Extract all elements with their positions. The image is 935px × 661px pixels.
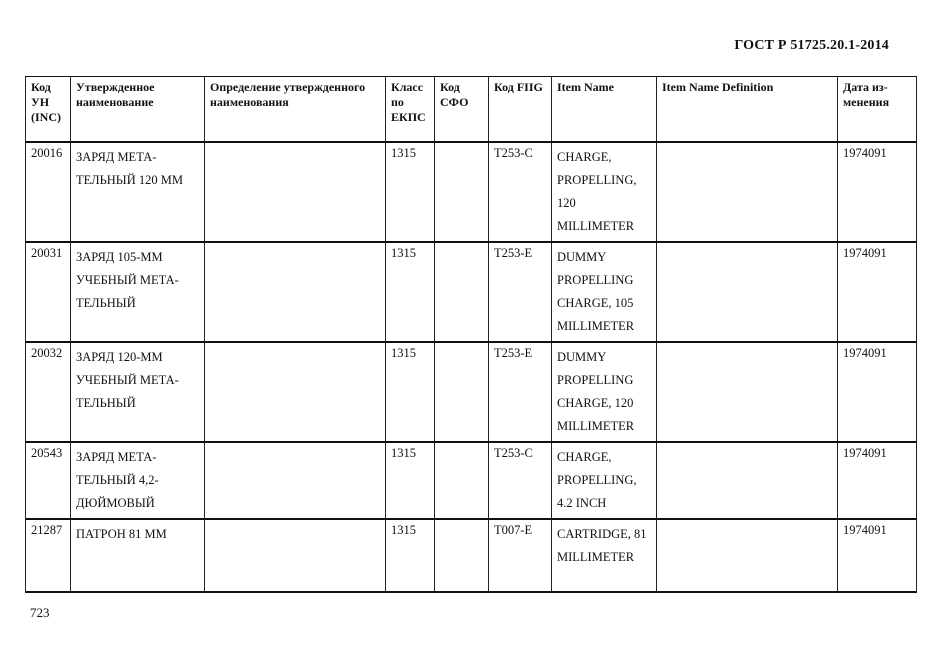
col-header-class: Класс по ЕКПС bbox=[386, 77, 435, 143]
cell-fiig: T253-C bbox=[489, 442, 552, 519]
items-table bbox=[25, 76, 917, 593]
document-header: ГОСТ Р 51725.20.1-2014 bbox=[734, 38, 889, 53]
cell-fiig: T253-E bbox=[489, 242, 552, 342]
col-header-sfo: Код СФО bbox=[435, 77, 489, 143]
cell-item-name-definition bbox=[657, 242, 838, 342]
table-row bbox=[26, 242, 917, 342]
cell-item-name-definition bbox=[657, 342, 838, 442]
cell-item-name: CHARGE, PROPELLING, 4.2 INCH bbox=[552, 442, 657, 519]
table-row bbox=[26, 442, 917, 519]
cell-fiig: T007-E bbox=[489, 519, 552, 592]
cell-name-definition bbox=[205, 242, 386, 342]
cell-approved-name: ЗАРЯД 120-ММ УЧЕБНЫЙ МЕТА-ТЕЛЬНЫЙ bbox=[71, 342, 205, 442]
cell-name-definition bbox=[205, 442, 386, 519]
cell-fiig: T253-C bbox=[489, 142, 552, 242]
cell-inc: 20032 bbox=[26, 342, 71, 442]
cell-item-name-definition bbox=[657, 519, 838, 592]
cell-class: 1315 bbox=[386, 142, 435, 242]
table-row bbox=[26, 142, 917, 242]
col-header-item-name: Item Name bbox=[552, 77, 657, 143]
cell-inc: 20016 bbox=[26, 142, 71, 242]
page-number: 723 bbox=[30, 605, 50, 620]
col-header-name-definition: Определение утвержденного наименования bbox=[205, 77, 386, 143]
cell-class: 1315 bbox=[386, 342, 435, 442]
cell-item-name: DUMMY PROPELLING CHARGE, 105 MILLIMETER bbox=[552, 242, 657, 342]
cell-class: 1315 bbox=[386, 519, 435, 592]
cell-inc: 20031 bbox=[26, 242, 71, 342]
cell-inc: 20543 bbox=[26, 442, 71, 519]
cell-item-name: DUMMY PROPELLING CHARGE, 120 MILLIMETER bbox=[552, 342, 657, 442]
cell-change-date: 1974091 bbox=[838, 242, 917, 342]
table-row bbox=[26, 342, 917, 442]
cell-approved-name: ЗАРЯД МЕТА-ТЕЛЬНЫЙ 120 ММ bbox=[71, 142, 205, 242]
col-header-inc: Код УН (INC) bbox=[26, 77, 71, 143]
col-header-fiig: Код FIIG bbox=[489, 77, 552, 143]
cell-sfo bbox=[435, 342, 489, 442]
cell-item-name-definition bbox=[657, 442, 838, 519]
cell-name-definition bbox=[205, 519, 386, 592]
cell-name-definition bbox=[205, 342, 386, 442]
cell-change-date: 1974091 bbox=[838, 442, 917, 519]
col-header-item-name-definition: Item Name Definition bbox=[657, 77, 838, 143]
cell-class: 1315 bbox=[386, 242, 435, 342]
cell-sfo bbox=[435, 242, 489, 342]
col-header-approved-name: Утвержденное наименование bbox=[71, 77, 205, 143]
cell-approved-name: ПАТРОН 81 ММ bbox=[71, 519, 205, 592]
cell-sfo bbox=[435, 442, 489, 519]
cell-change-date: 1974091 bbox=[838, 342, 917, 442]
cell-change-date: 1974091 bbox=[838, 519, 917, 592]
cell-item-name: CHARGE, PROPELLING, 120 MILLIMETER bbox=[552, 142, 657, 242]
cell-inc: 21287 bbox=[26, 519, 71, 592]
cell-name-definition bbox=[205, 142, 386, 242]
cell-change-date: 1974091 bbox=[838, 142, 917, 242]
cell-approved-name: ЗАРЯД 105-ММ УЧЕБНЫЙ МЕТА-ТЕЛЬНЫЙ bbox=[71, 242, 205, 342]
cell-fiig: T253-E bbox=[489, 342, 552, 442]
cell-item-name-definition bbox=[657, 142, 838, 242]
table-header-row bbox=[26, 77, 917, 143]
table-row bbox=[26, 519, 917, 592]
cell-approved-name: ЗАРЯД МЕТА-ТЕЛЬНЫЙ 4,2-ДЮЙМОВЫЙ bbox=[71, 442, 205, 519]
col-header-change-date: Дата из-менения bbox=[838, 77, 917, 143]
cell-sfo bbox=[435, 519, 489, 592]
cell-class: 1315 bbox=[386, 442, 435, 519]
cell-item-name: CARTRIDGE, 81 MILLIMETER bbox=[552, 519, 657, 592]
cell-sfo bbox=[435, 142, 489, 242]
